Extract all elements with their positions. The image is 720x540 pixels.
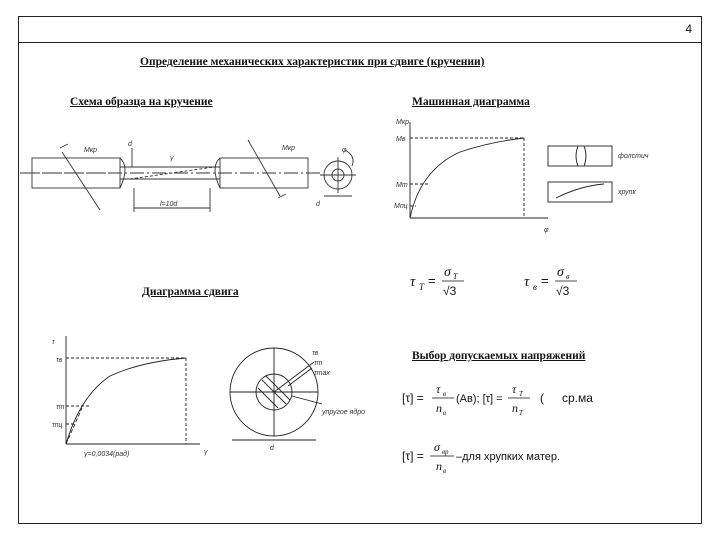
svg-text:T: T [519,390,523,398]
machine-level-pc: Мпц [394,203,408,210]
specimen-scheme-title: Схема образца на кручение [70,96,213,108]
svg-text:(Ав); [τ] =: (Ав); [τ] = [456,393,503,405]
svg-text:σ: σ [444,265,451,280]
svg-text:в: в [443,409,447,417]
moment-left-label: Мкр [84,147,98,154]
svg-text:n: n [512,401,518,415]
end-diameter-label: d [316,201,320,208]
svg-text:τ: τ [524,274,530,290]
svg-text:в: в [443,467,447,475]
svg-text:n: n [436,401,442,415]
svg-text:=: = [428,273,436,288]
svg-text:в: в [443,390,447,398]
angle-label: γ [170,155,174,162]
svg-text:n: n [436,459,442,473]
tau-b-level: τв [56,357,63,364]
plastic-label: фолстич [618,153,649,160]
svg-text:T: T [519,409,523,417]
tau-pc-level: τпц [52,422,63,429]
svg-text:(: ( [540,391,544,405]
ring-label-2: τт [314,360,323,367]
machine-x-axis-label: φ [544,227,549,234]
shear-y-axis-label: τ [52,339,55,346]
svg-text:τ: τ [436,382,441,396]
tau-t-level: τт [56,404,65,411]
length-label: l=10d [160,201,178,208]
machine-level-b: Мв [396,136,406,143]
svg-text:=: = [541,273,549,288]
shear-x-axis-label: γ [204,449,208,456]
phi-label: φ [342,147,347,154]
svg-text:τ: τ [410,274,416,290]
brittle-label: хрупк [618,189,636,196]
moment-right-label: Мкр [282,145,296,152]
main-title: Определение механических характеристик при сдвиге (кручении) [140,56,485,68]
svg-text:√3: √3 [443,284,457,298]
svg-text:в: в [533,282,537,292]
ring-label-1: τв [312,350,319,357]
svg-text:[τ] =: [τ] = [402,391,424,405]
machine-diagram-title: Машинная диаграмма [412,96,530,108]
svg-text:T: T [419,282,425,292]
svg-text:T: T [453,272,458,281]
svg-text:в: в [566,272,570,281]
machine-y-axis-label: Мкр [396,119,410,126]
svg-text:вр: вр [442,448,449,456]
svg-text:σ: σ [557,265,564,280]
svg-text:[τ] =: [τ] = [402,449,424,463]
diameter-label: d [128,141,132,148]
allowable-stress-title: Выбор допускаемых напряжений [412,350,586,362]
svg-text:–для хрупких матер.: –для хрупких матер. [456,451,561,463]
machine-level-t: Мт [396,182,408,189]
page-number: 4 [685,22,692,36]
shear-diagram-title: Диаграмма сдвига [142,286,239,298]
section-diameter-label: d [270,445,274,452]
svg-text:√3: √3 [556,284,570,298]
svg-text:ср.ма: ср.ма [562,391,593,405]
strain-note: γ=0,0034(рад) [84,451,130,458]
ring-label-3: τmax [314,370,330,377]
svg-text:σ: σ [434,440,440,454]
svg-text:τ: τ [512,382,517,396]
elastic-core-label: упругое ядро [322,409,366,416]
